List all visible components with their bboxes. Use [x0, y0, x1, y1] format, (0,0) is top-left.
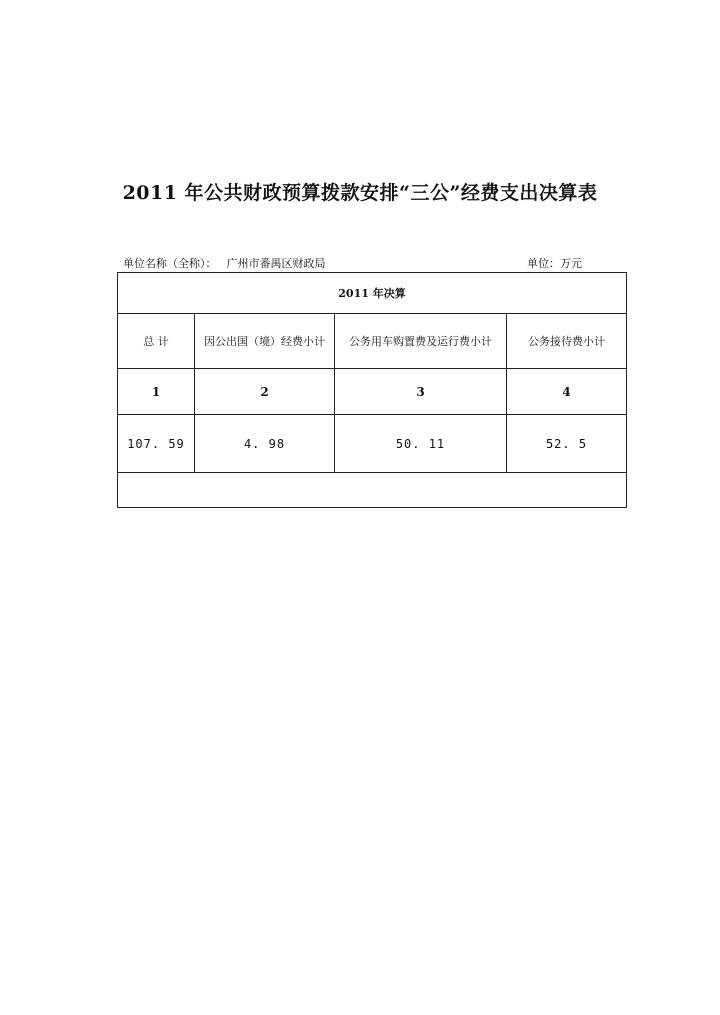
value-total: 107. 59: [118, 415, 195, 473]
table-header-cell: 2011 年决算: [118, 273, 627, 314]
column-index-cell: 3: [335, 369, 507, 415]
values-row: [118, 415, 627, 473]
column-index-cell: 4: [507, 369, 627, 415]
column-index-cell: 2: [195, 369, 335, 415]
blank-row: [118, 473, 627, 508]
unit-label: 单位：万元: [527, 257, 582, 270]
value-overseas: 4. 98: [195, 415, 335, 473]
value-vehicles: 50. 11: [335, 415, 507, 473]
value-reception: 52. 5: [507, 415, 627, 473]
organization-line: [123, 255, 326, 271]
column-index-cell: 1: [118, 369, 195, 415]
organization-name: 广州市番禺区财政局: [226, 257, 326, 270]
column-index-row: [118, 369, 627, 415]
blank-cell: [118, 473, 627, 508]
column-header-vehicles: 公务用车购置费及运行费小计: [335, 314, 507, 369]
column-header-reception: 公务接待费小计: [507, 314, 627, 369]
organization-label: 单位名称（全称）：: [123, 257, 217, 270]
column-headers-row: [118, 314, 627, 369]
table-header-row: [118, 273, 627, 314]
document-title: 2011 年公共财政预算拨款安排“三公”经费支出决算表: [122, 182, 598, 204]
column-header-overseas: 因公出国（境）经费小计: [195, 314, 335, 369]
expenditure-table: [117, 272, 627, 508]
column-header-total: 总 计: [118, 314, 195, 369]
